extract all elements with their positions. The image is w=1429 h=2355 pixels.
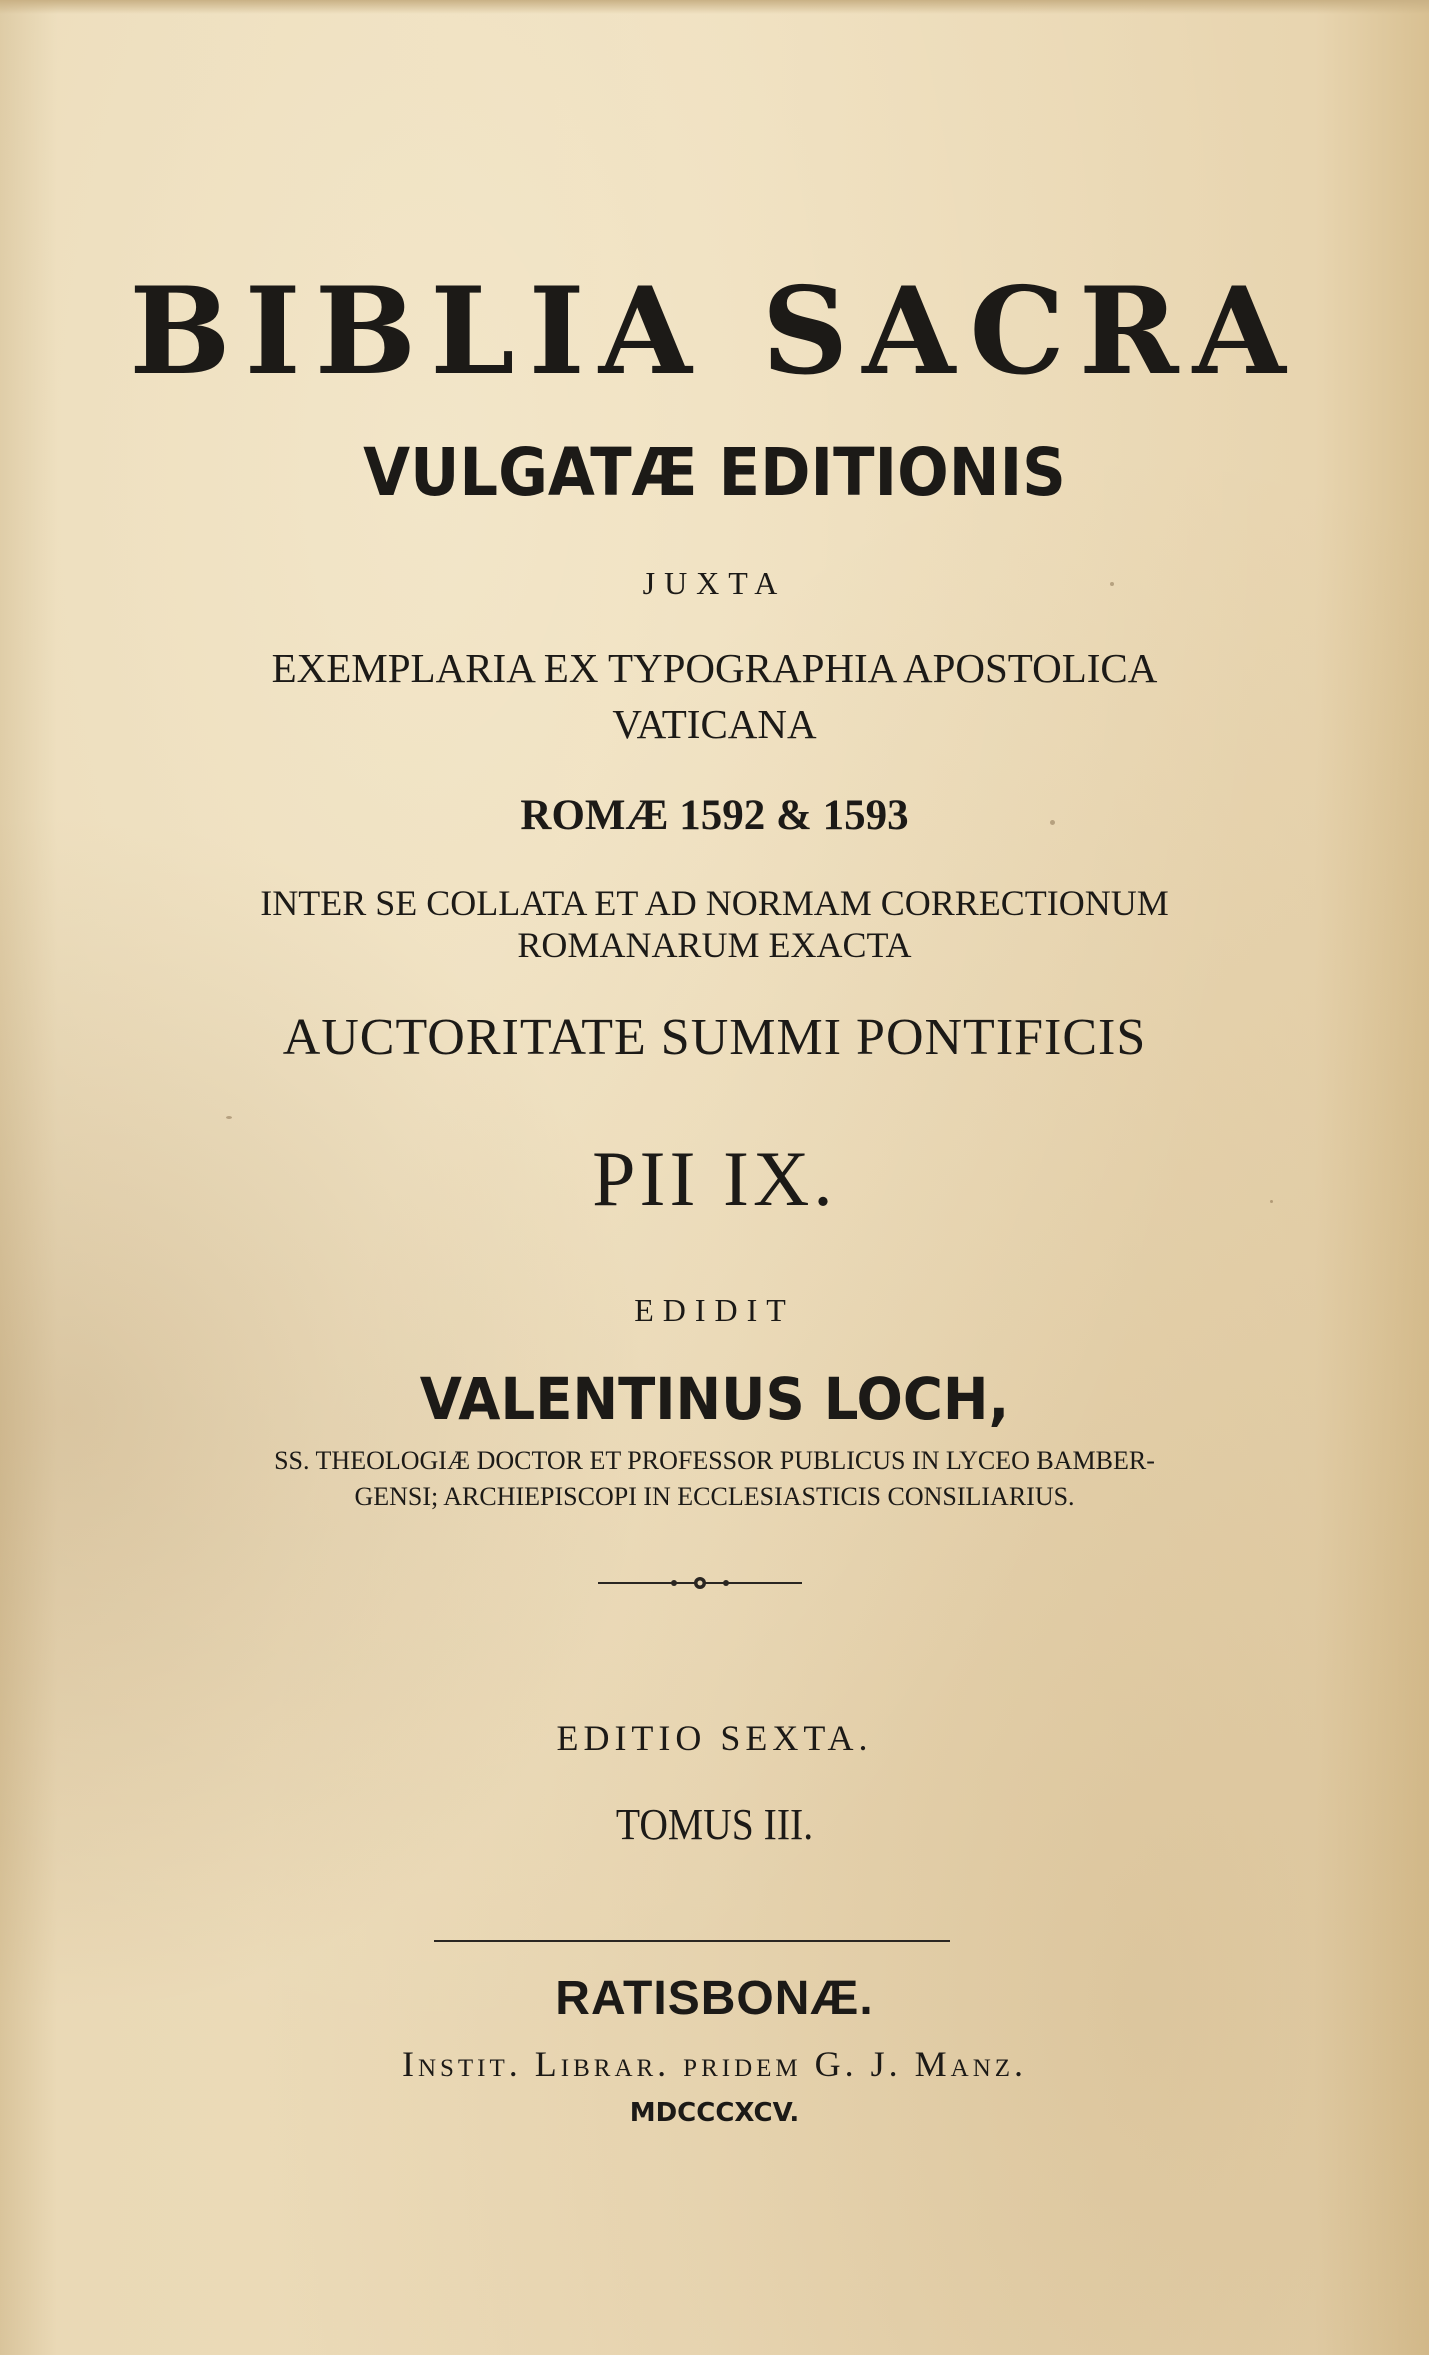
romae-dates: ROMÆ 1592 & 1593: [520, 792, 909, 839]
publication-year: MDCCCXCV.: [629, 2098, 800, 2128]
paper-speck: [226, 1116, 232, 1119]
exemplaria-line-1: EXEMPLARIA EX TYPOGRAPHIA APOSTOLICA: [271, 645, 1158, 691]
auctoritate-line: AUCTORITATE SUMMI PONTIFICIS: [282, 1009, 1147, 1066]
edition-label: EDITIO SEXTA.: [556, 1718, 873, 1758]
editor-credentials-line-1: SS. THEOLOGIÆ DOCTOR ET PROFESSOR PUBLICUS IN LYCEO BAMBER-: [274, 1446, 1155, 1475]
horizontal-rule: [434, 1940, 950, 1942]
publisher-line: Instit. Librar. pridem G. J. Manz.: [401, 2044, 1028, 2084]
editor-credentials-line-2: GENSI; ARCHIEPISCOPI IN ECCLESIASTICIS CONSILIARIUS.: [354, 1482, 1075, 1511]
pope-name: PII IX.: [592, 1135, 837, 1222]
inter-line-2: ROMANARUM EXACTA: [517, 925, 912, 965]
book-title: BIBLIA SACRA: [129, 261, 1300, 402]
page-edge: [0, 0, 1429, 14]
editor-name: VALENTINUS LOCH,: [419, 1365, 1010, 1433]
juxta-text: JUXTA: [642, 565, 787, 601]
volume-label: TOMUS III.: [615, 1800, 814, 1849]
inter-line-1: INTER SE COLLATA ET AD NORMAM CORRECTIONUM: [260, 883, 1169, 923]
edidit-text: EDIDIT: [634, 1292, 795, 1328]
book-subtitle: VULGATÆ EDITIONIS: [363, 434, 1066, 511]
publication-place: RATISBONÆ.: [555, 1972, 874, 2025]
exemplaria-line-2: VATICANA: [612, 701, 817, 747]
ornament-divider: [598, 1574, 802, 1592]
